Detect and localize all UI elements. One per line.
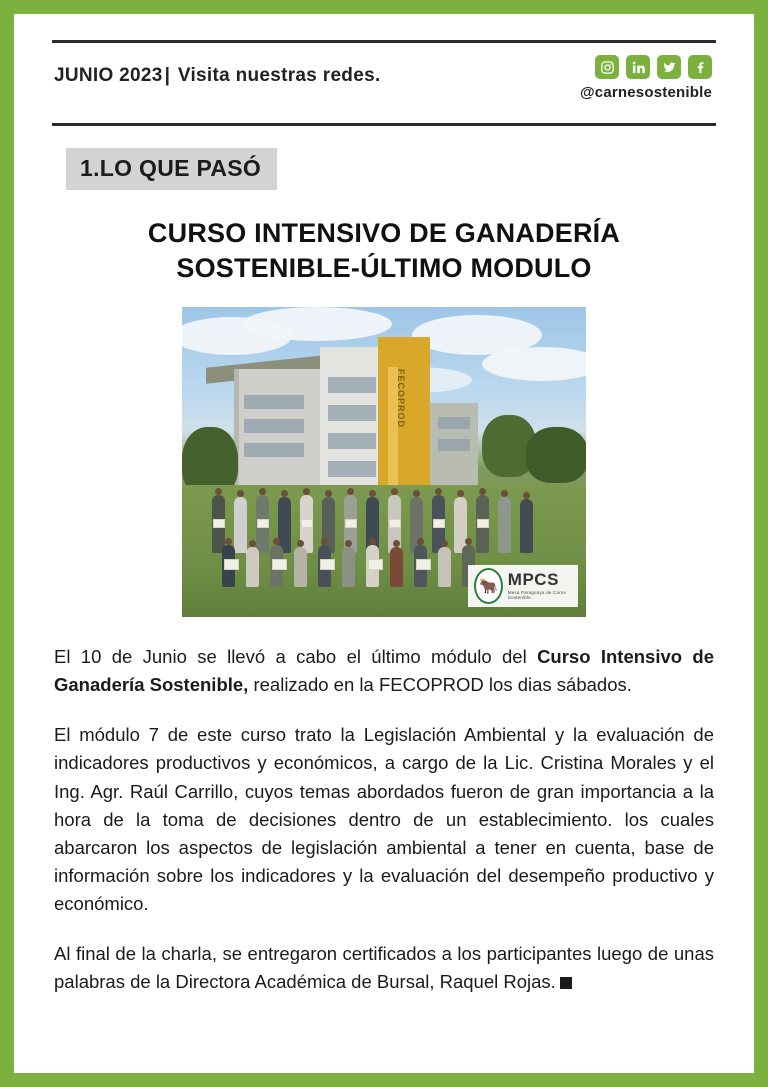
p1-run-1: El 10 de Junio se llevó a cabo el último módulo del	[54, 646, 538, 668]
article-photo	[182, 307, 586, 617]
p1-run-2: Curso Intensivo de Ganadería Sostenible,	[54, 646, 714, 696]
header-date-tagline	[54, 55, 381, 87]
article-body	[52, 643, 716, 996]
section-tag: 1.LO QUE PASÓ	[66, 148, 277, 190]
paragraph-1	[54, 643, 714, 699]
p2-run-1: El módulo 7 de este curso trato la Legislación Ambiental y la evaluación de indicadores productivos y económicos, a cargo de la Lic. Cristina Morales y el Ing. Agr. Raúl Carrillo, cuyos temas abordados fueron de gran importancia a la hora de la toma de decisiones dentro de un establecimiento. los cuales abarcaron los aspectos de legislación ambiental a tener en cuenta, base de información sobre los indicadores y la evaluación del desempeño productivo y económico.	[54, 724, 714, 914]
header-date: JUNIO 2023	[54, 65, 163, 86]
header-social-block	[580, 55, 714, 101]
p1-run-3: realizado en la FECOPROD los dias sábados.	[248, 674, 632, 696]
header-tagline: Visita nuestras redes.	[177, 65, 381, 86]
twitter-icon[interactable]	[657, 55, 681, 79]
end-mark	[560, 977, 572, 989]
instagram-icon[interactable]	[595, 55, 619, 79]
mpcs-initials: MPCS	[507, 570, 559, 590]
section-tag-container	[52, 148, 716, 190]
paragraph-2	[54, 721, 714, 918]
page-inner	[14, 14, 754, 1073]
photo-scene	[182, 307, 586, 617]
building-sign: FECOPROD	[396, 369, 406, 429]
mpcs-logo-badge	[468, 565, 578, 607]
header-separator: |	[164, 65, 171, 86]
p3-run-1: Al final de la charla, se entregaron certificados a los participantes luego de unas palabras de la Directora Académica de Bursal, Raquel Rojas.	[54, 943, 714, 993]
mpcs-subtitle: Mesa Paraguaya de Carne Sostenible	[507, 590, 567, 600]
social-handle: @carnesostenible	[579, 84, 712, 101]
mpcs-logo-text	[508, 571, 572, 600]
linkedin-icon[interactable]	[626, 55, 650, 79]
page-title: CURSO INTENSIVO DE GANADERÍA SOSTENIBLE-ÚLTIMO MODULO	[147, 218, 621, 283]
paragraph-3	[54, 940, 714, 996]
cow-icon: 🐂	[474, 568, 503, 604]
facebook-icon[interactable]	[688, 55, 712, 79]
header	[52, 40, 716, 126]
social-icons-row	[580, 55, 712, 79]
